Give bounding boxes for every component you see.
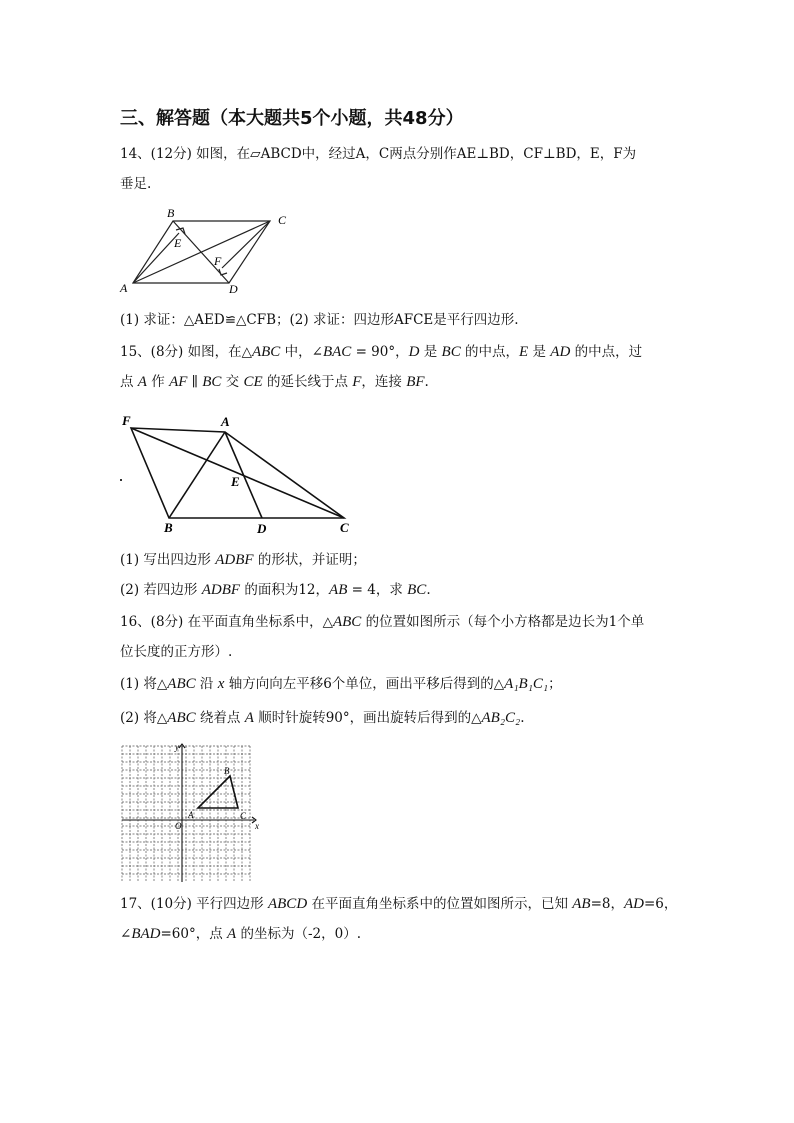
section-title: 三、解答题（本大题共5个小题，共48分） [120, 108, 464, 129]
math: AD [623, 896, 644, 912]
q15-line2 [120, 372, 429, 392]
math: AD [550, 344, 571, 360]
q15-label-f: F [122, 413, 131, 428]
q16-label-c: C [240, 811, 247, 821]
text: 中，∠ [280, 344, 323, 360]
q16-label-a: A [188, 810, 194, 820]
q15-line1 [120, 342, 642, 362]
math: BC [407, 582, 427, 598]
math: x [217, 676, 225, 692]
text: =60°，点 [160, 926, 228, 942]
math: AB [329, 582, 348, 598]
math: ABC [332, 614, 362, 630]
text: 的中点， [460, 344, 520, 360]
math: AB [572, 896, 591, 912]
math: AB₂C₂ [481, 710, 521, 726]
q14-line1: 14、(12分) 如图，在▱ABCD中，经过A，C两点分别作AE⊥BD，CF⊥BD，E，F为 [120, 146, 637, 162]
q14-line2: 垂足. [120, 176, 152, 192]
text: 的中点，过 [570, 344, 643, 360]
stray-dot [120, 479, 122, 481]
math: A [227, 926, 237, 942]
q17-line1 [120, 894, 677, 914]
q15-figure [118, 410, 363, 538]
math: BC [441, 344, 461, 360]
math: A [137, 374, 147, 390]
math: ABC [167, 710, 196, 726]
q15-label-b: B [164, 520, 173, 535]
q14-label-a: A [120, 281, 128, 295]
text: (1) 写出四边形 [120, 552, 216, 568]
text: =6， [643, 896, 678, 912]
q15-label-c: C [340, 520, 349, 535]
text: 的延长线于点 [262, 374, 353, 390]
text: 交 [221, 374, 244, 390]
q16-label-b: B [224, 766, 230, 776]
math: ABC [251, 344, 281, 360]
math: CE [243, 374, 263, 390]
math: D [408, 344, 420, 360]
q16-line1 [120, 612, 644, 632]
q14-part: (1) 求证：△AED≌△CFB；(2) 求证：四边形AFCE是平行四边形. [120, 312, 519, 328]
text: ，连接 [361, 374, 407, 390]
math: A [244, 710, 254, 726]
q15-label-d: D [257, 521, 267, 536]
q14-label-b: B [167, 206, 175, 220]
q14-label-d: D [229, 282, 238, 296]
math: BAC [322, 344, 352, 360]
q15-part1 [120, 550, 366, 570]
math: BAD [131, 926, 161, 942]
text: 是 [419, 344, 442, 360]
q16-label-o: O [175, 821, 182, 831]
math: ADBF [201, 582, 241, 598]
q14-figure [118, 205, 298, 297]
math: BC [202, 374, 222, 390]
text: =8， [590, 896, 624, 912]
text: = 4，求 [347, 582, 408, 598]
text: 绕着点 [195, 710, 245, 726]
q15-label-e: E [231, 474, 240, 489]
text: 15、(8分) 如图，在△ [120, 344, 252, 360]
text: 轴方向向左平移6个单位，画出平移后得到的△ [224, 676, 505, 692]
text: . [520, 710, 525, 726]
text: 16、(8分) 在平面直角坐标系中，△ [120, 614, 333, 630]
text: 顺时针旋转90°，画出旋转后得到的△ [253, 710, 482, 726]
math: ABC [167, 676, 196, 692]
q15-part2 [120, 580, 431, 600]
text: . [424, 374, 429, 390]
text: 的面积为12， [240, 582, 330, 598]
q14-label-c: C [278, 213, 287, 227]
q16-label-y: y [175, 742, 179, 752]
text: 是 [528, 344, 551, 360]
text: 点 [120, 374, 138, 390]
text: (2) 将△ [120, 710, 168, 726]
text: 的坐标为（-2，0）. [236, 926, 362, 942]
q15-label-a: A [221, 414, 230, 429]
math: ADBF [215, 552, 254, 568]
q16-part1 [120, 674, 562, 694]
text: 的形状，并证明； [253, 552, 366, 568]
text: 的位置如图所示（每个小方格都是边长为1个单 [361, 614, 645, 630]
text: 作 [146, 374, 170, 390]
math: E [519, 344, 529, 360]
text: ∥ [187, 374, 203, 390]
text: 17、(10分) 平行四边形 [120, 896, 268, 912]
text: (2) 若四边形 [120, 582, 202, 598]
q16-label-x: x [255, 821, 259, 831]
q16-line2: 位长度的正方形）. [120, 644, 233, 660]
text: 在平面直角坐标系中的位置如图所示，已知 [307, 896, 573, 912]
text: . [426, 582, 431, 598]
q14-label-f: F [214, 254, 222, 268]
math: BF [406, 374, 425, 390]
text: ； [548, 676, 562, 692]
q16-part2 [120, 708, 525, 728]
text: = 90°， [351, 344, 409, 360]
math: AF [169, 374, 188, 390]
math: A₁B₁C₁ [504, 676, 549, 692]
q14-label-e: E [174, 236, 182, 250]
math: F [352, 374, 362, 390]
q16-coordinate-grid [118, 742, 263, 887]
text: 沿 [195, 676, 218, 692]
q17-line2 [120, 924, 361, 944]
math: ABCD [267, 896, 308, 912]
text: (1) 将△ [120, 676, 168, 692]
text: ∠ [120, 926, 132, 942]
